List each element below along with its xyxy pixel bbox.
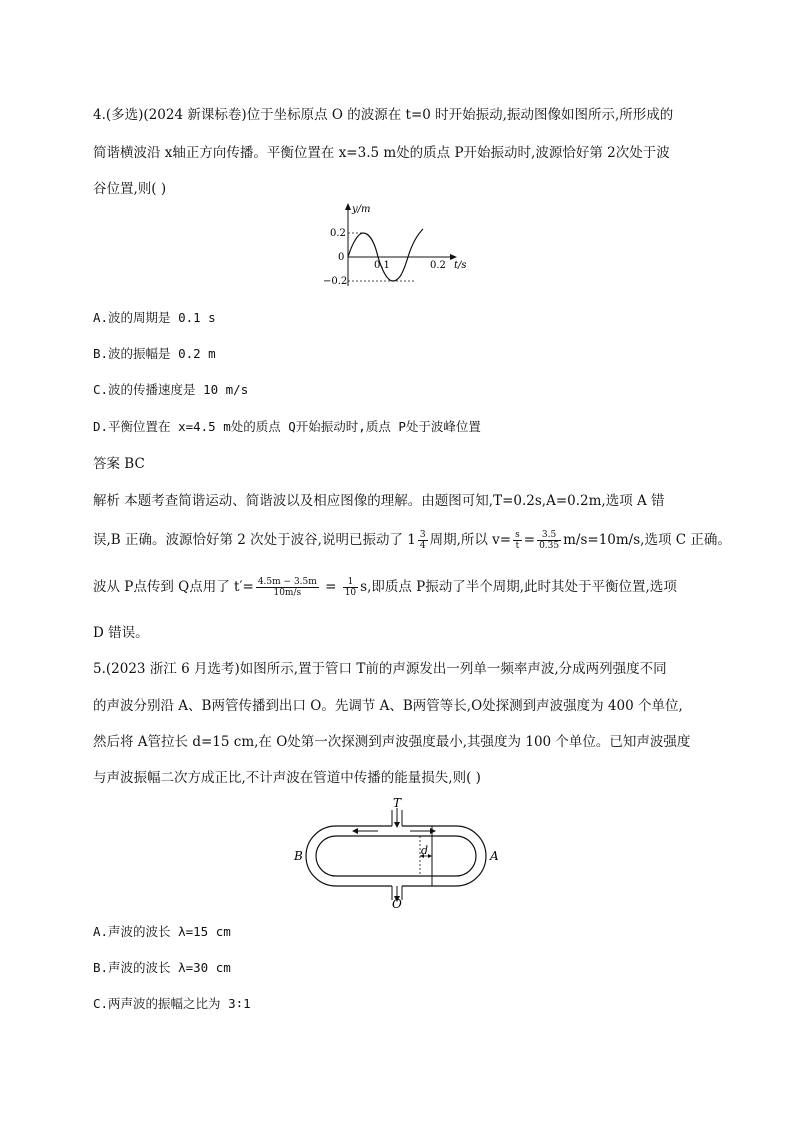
sine-curve [348, 229, 423, 281]
q4-option-d: D.平衡位置在 x=4.5 m处的质点 Q开始振动时,质点 P处于波峰位置 [93, 419, 481, 434]
graph-y-label: y/m [352, 204, 371, 215]
q4-analysis-line-3: 波从 P点传到 Q点用了 t′= $\frac{4.5m - 3.5m}{10m/s}$ = $\frac{1}{10}$ s,即质点 P振动了半个周期,此时其处于平衡位置,选项 [93, 577, 677, 598]
label-b: B [294, 849, 303, 863]
graph-x-tick-1: 0.1 [374, 260, 390, 271]
q4-stem-line-2: 简谐横波沿 x轴正方向传播。平衡位置在 x=3.5 m处的质点 P开始振动时,波源恰好第 2次处于波 [93, 145, 670, 161]
q5-option-b: B.声波的波长 λ=30 cm [93, 960, 231, 975]
label-d: d [421, 844, 429, 857]
fraction-speed-value: $\frac{3.5}{0.35}$ [539, 530, 560, 551]
q5-stem-line-3: 然后将 A管拉长 d=15 cm,在 O处第一次探测到声波强度最小,其强度为 100 个单位。已知声波强度 [93, 734, 691, 750]
q4-stem-line-3: 谷位置,则( ) [93, 181, 167, 197]
fraction-distance-over-speed: $\frac{4.5m - 3.5m}{10m/s}$ [257, 577, 317, 598]
q4-option-c: C.波的传播速度是 10 m/s [93, 382, 249, 397]
label-t: T [393, 796, 402, 810]
label-o: O [392, 897, 402, 908]
q5-option-a: A.声波的波长 λ=15 cm [93, 924, 231, 939]
q5-option-c: C.两声波的振幅之比为 3∶1 [93, 996, 251, 1011]
pipe-diagram [292, 796, 502, 908]
graph-origin-label: 0 [338, 252, 345, 263]
q4-analysis-line-4: D 错误。 [93, 625, 149, 641]
graph-y-tick-neg: −0.2 [323, 276, 348, 287]
fraction-s-over-t: $\frac{s}{t}$ [515, 530, 520, 551]
q5-stem-line-4: 与声波振幅二次方成正比,不计声波在管道中传播的能量损失,则( ) [93, 770, 481, 786]
q4-analysis-line-1: 解析 本题考查简谐运动、简谐波以及相应图像的理解。由题图可知,T=0.2s,A=0.2m,选项 A 错 [93, 493, 665, 509]
pipe-inner-loop [316, 836, 476, 876]
q5-stem-line-1: 5.(2023 浙江 6 月选考)如图所示,置于管口 T前的声源发出一列单一频率声波,分成两列强度不同 [93, 661, 667, 677]
pipe-outer-loop [306, 826, 486, 886]
graph-x-tick-2: 0.2 [430, 260, 446, 271]
graph-y-arrow [345, 203, 351, 210]
label-a: A [490, 849, 499, 863]
fraction-one-tenth: $\frac{1}{10}$ [344, 577, 357, 598]
q4-option-a: A.波的周期是 0.1 s [93, 310, 216, 325]
q4-stem-line-1: 4.(多选)(2024 新课标卷)位于坐标原点 O 的波源在 t=0 时开始振动,振动图像如图所示,所形成的 [93, 107, 674, 123]
fraction-three-quarters: $\frac{3}{4}$ [419, 530, 426, 551]
graph-x-label: t/s [454, 260, 467, 271]
q5-stem-line-2: 的声波分别沿 A、B两管传播到出口 O。先调节 A、B两管等长,O处探测到声波强度为 400 个单位, [93, 698, 683, 714]
q4-option-b: B.波的振幅是 0.2 m [93, 346, 216, 361]
q4-analysis-line-2: 误,B 正确。波源恰好第 2 次处于波谷,说明已振动了 1 $\frac{3}{4}$ 周期,所以 v= $\frac{s}{t}$ = $\frac{3.5}{0.35}$ m/s=10m/s,选项 C 正确。 [93, 530, 731, 551]
q4-answer: 答案 BC [93, 456, 145, 472]
graph-y-tick-pos: 0.2 [330, 228, 346, 239]
vibration-graph [318, 200, 478, 290]
